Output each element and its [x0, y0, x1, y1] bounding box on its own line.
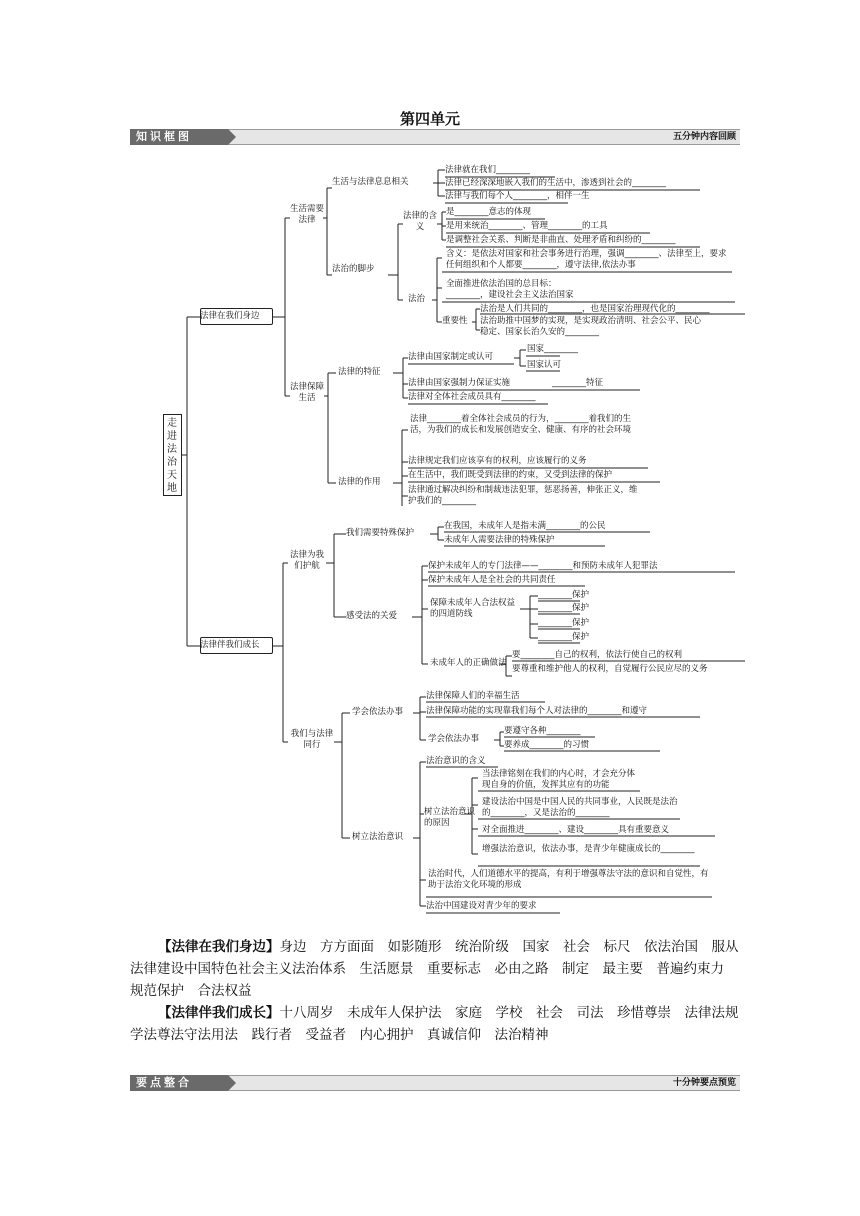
answer-heading-1: 【法律在我们身边】 [158, 939, 280, 955]
node-law-features: 法律的特征 [338, 367, 381, 377]
text-item: 要尊重和维护他人的权利，自觉履行公民应尽的义务 [512, 664, 708, 674]
banner-note: 五分钟内容回顾 [672, 132, 736, 142]
text-item: 是调整社会关系、判断是非曲直、处理矛盾和纠纷的________ [446, 235, 676, 245]
text-item: ________特征 [552, 378, 604, 388]
text-item: 法律已经深深地嵌入我们的生活中，渗透到社会的________ [445, 178, 667, 188]
banner-note: 十分钟要点预览 [672, 1078, 736, 1088]
node-four-lines: 保障未成年人合法权益的四道防线 [430, 598, 516, 619]
frame-b1 [200, 308, 273, 325]
text-item: 保护未成年人的专门法律——________和预防未成年人犯罪法 [428, 561, 658, 571]
text-item: 法律________着全体社会成员的行为，________着我们的生活，为我们的成长和发展创造安全、健康、有序的社会环境 [410, 414, 632, 435]
text-item: 是用来统治________、管理________的工具 [446, 221, 608, 231]
text-item: 法律规定我们应该享有的权利，应该履行的义务 [408, 456, 587, 466]
branch-law-grows-with-us: 法律伴我们成长 [200, 640, 260, 650]
answer-paragraph-1 [130, 936, 740, 1002]
text-item: 法律通过解决纠纷和制裁违法犯罪，惩恶扬善，伸张正义，维护我们的________ [408, 485, 638, 506]
node-special-protection: 我们需要特殊保护 [346, 528, 415, 538]
text-item: 是________意志的体现 [446, 207, 532, 217]
branch-law-around-us: 法律在我们身边 [200, 311, 260, 321]
text-item: 增强法治意识，依法办事，是青少年健康成长的________ [482, 844, 695, 854]
text-item: 法治时代，人们道德水平的提高，有利于增强尊法守法的意识和自觉性，有助于法治文化环境的形成 [428, 869, 709, 890]
text-item: ________保护 [538, 603, 590, 613]
text-item: 法治意识的含义 [426, 756, 486, 766]
text-item: 要养成________的习惯 [504, 740, 590, 750]
banner-tag: 知识框图 [130, 129, 228, 145]
text-item: 全面推进依法治国的总目标：________，建设社会主义法治国家 [446, 279, 574, 300]
node-importance: 重要性 [442, 316, 468, 326]
banner-tag: 要点整合 [130, 1075, 228, 1091]
text-item: 法律与我们每个人________，相伴一生 [445, 191, 590, 201]
text-item: 建设法治中国是中国人民的共同事业，人民既是法治的________，又是法治的________ [482, 797, 678, 818]
text-item: 法律保障人们的幸福生活 [426, 691, 520, 701]
answer-text-2: 十八周岁 未成年人保护法 家庭 学校 社会 司法 珍惜尊崇 法律法规 学法尊法守法用法 践行者 受益者 内心拥护 真诚信仰 法治精神 [130, 1005, 752, 1043]
node-act-by-law-sub: 学会依法办事 [428, 734, 480, 744]
text-item: 法律由国家强制力保证实施 [408, 378, 511, 388]
node-law-role: 法律的作用 [338, 477, 381, 487]
text-item: 当法律铭刻在我们的内心时，才会充分体现自身的价值，发挥其应有的功能 [482, 769, 636, 790]
text-item: 法治是人们共同的________，也是国家治理现代化的________ [480, 304, 710, 314]
text-item: ________保护 [538, 618, 590, 628]
text-item: 在我国，未成年人是指未满________的公民 [444, 521, 606, 531]
text-item: ________保护 [538, 632, 590, 642]
text-item: 法律保障功能的实现靠我们每个人对法律的________和遵守 [426, 706, 648, 716]
node-right-practice: 未成年人的正确做法 [430, 658, 507, 668]
text-item: 国家认可 [527, 360, 562, 370]
node-rule-of-law: 法治 [408, 294, 426, 304]
node-awareness-reasons: 树立法治意识的原因 [424, 807, 476, 828]
text-item: 法律就在我们________ [445, 165, 531, 175]
node-life-and-law: 生活与法律息息相关 [332, 177, 409, 187]
root-label: 走进法治天地 [167, 418, 177, 494]
text-item: 对全面推进________、建设________具有重要意义 [482, 825, 670, 835]
node-law-protects-life: 法律保障生活 [290, 382, 325, 403]
text-item: 保护未成年人是全社会的共同责任 [428, 575, 556, 585]
text-item: 法律由国家制定或认可 [408, 352, 494, 362]
text-item: 国家________ [527, 344, 579, 354]
node-law-meaning: 法律的含义 [403, 211, 438, 232]
node-feel-law-care: 感受法的关爱 [346, 611, 398, 621]
text-item: 含义：是依法对国家和社会事务进行治理，强调________、法律至上，要求任何组织和个人都要________，遵守法律,依法办事 [446, 249, 727, 270]
text-item: 法治助推中国梦的实现，是实现政治清明、社会公平、民心稳定、国家长治久安的________ [480, 316, 702, 337]
text-item: 要遵守各种________ [504, 726, 581, 736]
node-law-escorts-us: 法律为我们护航 [289, 550, 324, 571]
text-item: 法律对全体社会成员具有________ [408, 392, 536, 402]
text-item: 要________自己的权利，依法行使自己的权利 [512, 650, 683, 660]
answer-heading-2: 【法律伴我们成长】 [158, 1005, 280, 1021]
root-node [163, 414, 182, 496]
frame-b2 [200, 637, 273, 654]
node-rule-of-law-awareness: 树立法治意识 [352, 832, 404, 842]
node-with-law: 我们与法律同行 [290, 729, 334, 750]
node-act-by-law: 学会依法办事 [352, 707, 404, 717]
text-item: 在生活中，我们既受到法律的约束，又受到法律的保护 [408, 470, 613, 480]
text-item: ________保护 [538, 590, 590, 600]
node-rule-of-law-steps: 法治的脚步 [332, 264, 375, 274]
text-item: 法治中国建设对青少年的要求 [426, 901, 537, 911]
section-banner-keypoints [130, 1075, 740, 1091]
answer-text-1: 身边 方方面面 如影随形 统治阶级 国家 社会 标尺 依法治国 服从法律建设中国特色社会主义法治体系 生活愿景 重要标志 必由之路 制定 最主要 普遍约束力 规范保护 合法权益 [130, 939, 739, 999]
node-life-needs-law: 生活需要法律 [290, 204, 325, 225]
text-item: 未成年人需要法律的特殊保护 [444, 535, 555, 545]
answer-paragraph-2 [130, 1002, 752, 1046]
page-title: 第四单元 [399, 110, 460, 128]
